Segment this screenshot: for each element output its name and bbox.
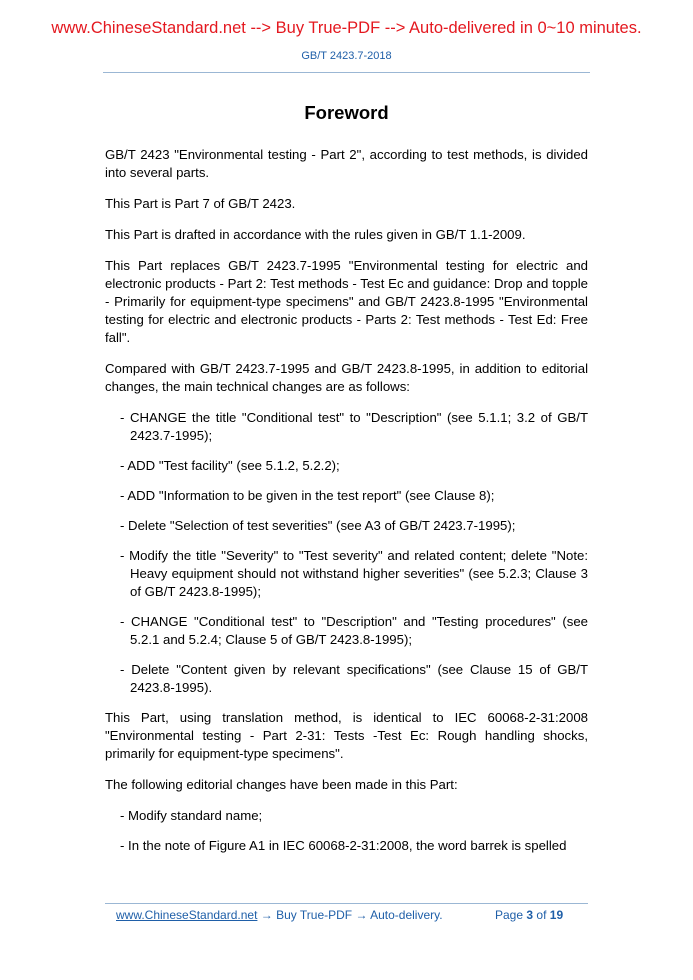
page-label: Page (495, 908, 524, 922)
paragraph: This Part replaces GB/T 2423.7-1995 "Environmental testing for electric and electronic products - Part 2: Test methods - Test Ec and guidance: Drop and topple - Primarily for equipment-type specimens" and GB/T 2423.8-1995 "Environmental testing for electric and electronic products - Parts 2: Test methods - Test Ed: Free fall". (105, 258, 588, 345)
page-total: 19 (549, 908, 564, 922)
footer-divider (105, 903, 588, 904)
paragraph: GB/T 2423 "Environmental testing - Part 2", according to test methods, is divided into several parts. (105, 147, 588, 180)
page-number: 3 (526, 908, 534, 922)
change-list-item: - CHANGE "Conditional test" to "Description" and "Testing procedures" (see 5.2.1 and 5.2.4; Clause 5 of GB/T 2423.8-1995); (120, 614, 588, 647)
paragraph: The following editorial changes have been made in this Part: (105, 777, 458, 792)
page-indicator (495, 908, 563, 922)
paragraph: This Part, using translation method, is identical to IEC 60068-2-31:2008 "Environmental testing - Part 2-31: Tests -Test Ec: Rough handling shocks, primarily for equipment-type specimens". (105, 710, 588, 761)
document-body (105, 146, 588, 867)
of-label: of (536, 908, 547, 922)
page-footer (116, 908, 586, 922)
change-list-item: - CHANGE the title "Conditional test" to "Description" (see 5.1.1; 3.2 of GB/T 2423.7-1995); (120, 410, 588, 443)
paragraph: This Part is Part 7 of GB/T 2423. (105, 196, 296, 211)
paragraph: This Part is drafted in accordance with the rules given in GB/T 1.1-2009. (105, 227, 526, 242)
editorial-list-item: - In the note of Figure A1 in IEC 60068-2-31:2008, the word barrek is spelled (120, 838, 567, 853)
standard-code-header: GB/T 2423.7-2018 (301, 50, 392, 62)
editorial-list-item: - Modify standard name; (120, 808, 263, 823)
page-title: Foreword (304, 102, 389, 123)
change-list-item: - ADD "Test facility" (see 5.1.2, 5.2.2); (120, 458, 340, 473)
change-list-item: - Modify the title "Severity" to "Test severity" and related content; delete "Note: Heavy equipment should not withstand higher severities" (see 5.2.3; Clause 3 of GB/T 2423.8-1995); (120, 548, 588, 599)
promo-banner[interactable]: www.ChineseStandard.net --> Buy True-PDF --> Auto-delivered in 0~10 minutes. (51, 19, 642, 37)
change-list-item: - Delete "Selection of test severities" (see A3 of GB/T 2423.7-1995); (120, 518, 516, 533)
change-list-item: - ADD "Information to be given in the test report" (see Clause 8); (120, 488, 495, 503)
change-list-item: - Delete "Content given by relevant specifications" (see Clause 15 of GB/T 2423.8-1995). (120, 662, 588, 695)
header-divider (103, 72, 590, 73)
paragraph: Compared with GB/T 2423.7-1995 and GB/T 2423.8-1995, in addition to editorial changes, the main technical changes are as follows: (105, 361, 588, 394)
footer-link[interactable]: www.ChineseStandard.net (116, 908, 258, 922)
footer-tagline: → Buy True-PDF → Auto-delivery. (257, 908, 443, 922)
